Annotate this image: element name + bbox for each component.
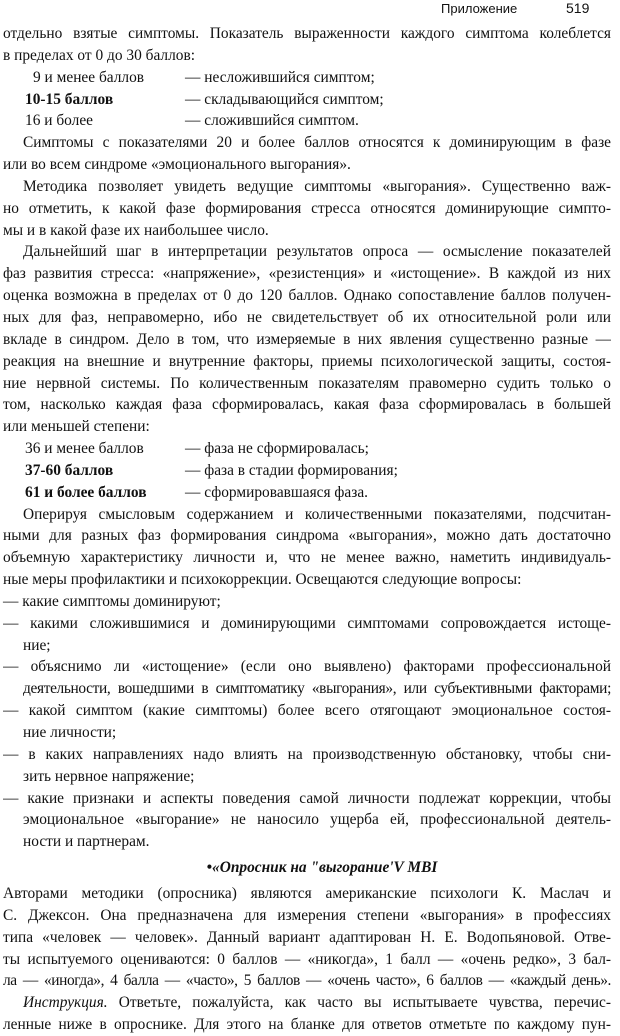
text-line: отдельно взятые симптомы. Показатель выраженности каждого симптома колеблется [3,25,611,42]
list-item: — в каких направлениях надо влиять на производственную обстановку, чтобы сни- [3,745,611,763]
text-line: Дальнейший шаг в интерпретации результатов опроса — осмысление показателей [23,243,611,261]
text-line: объемную характеристику личности и, что не менее важно, наметить индивидуаль- [3,549,611,567]
page-number: 519 [566,0,590,16]
scale-score: 37-60 баллов [25,461,114,479]
text-line: Оперируя смысловым содержанием и количественными показателями, подсчитан- [23,505,611,523]
text-line: ние нервной системы. По количественным показателям правомерно судить только о [3,374,611,392]
scale-row [3,110,611,132]
text-line: Авторами методики (опросника) являются американские психологи К. Маслач и [3,885,611,903]
list-item-continuation: ние; [23,636,51,654]
scale-label: — складывающийся симптом; [185,90,384,108]
instruction-label: Инструкция. [23,994,108,1012]
text-line: ными для разных фаз формирования синдрома «выгорания», можно дать достаточно [3,527,611,545]
text-line: типа «человек — человек». Данный вариант адаптирован Н. Е. Водопьяновой. Отве- [3,928,611,946]
text-line: реакция на внешние и внутренние факторы, приемы психологической защиты, состоя- [3,352,611,370]
list-item: — какой симптом (какие симптомы) более всего отягощают эмоциональное состоя- [3,702,611,720]
scale-row [3,438,611,460]
scale-row [3,482,611,504]
scale-row [3,89,611,111]
scale-score: 9 и менее баллов [33,68,145,86]
list-item: — какие признаки и аспекты поведения самой личности подлежат коррекции, чтобы [3,789,611,807]
scale-row [3,460,611,482]
scale-label: — сформировавшаяся фаза. [185,483,368,501]
text-line [3,992,611,1014]
section-heading: •«Опросник на "выгорание'V MBI [206,859,438,877]
scale-score: 10-15 баллов [25,90,114,108]
running-title: Приложение [441,1,518,16]
scale-row [3,67,611,89]
text-line: ные меры профилактики и психокоррекции. Освещаются следующие вопросы: [3,571,522,589]
text-line: или меньшей степени: [3,418,150,436]
list-item-continuation: ние личности; [23,724,117,741]
text-line: Методика позволяет увидеть ведущие симптомы «выгорания». Существенно важ- [23,177,611,195]
page-body [3,23,611,1036]
list-item-continuation: деятельности, вошедшими в симптоматику «выгорания», или субъективными факторами; [23,680,611,698]
instruction-text: Ответьте, пожалуйста, как часто вы испытываете чувства, перечис- [107,994,611,1012]
text-line: ных для фаз, неправомерно, ибо не свидетельствует об их относительной роли или [3,308,611,326]
text-line: вкладе в синдром. Дело в том, что измеряемые в них явления существенно разные — [3,330,611,348]
list-item-continuation: эмоциональное «выгорание» не наносило ущерба ей, профессиональной деятель- [23,811,611,829]
text-line: С. Джексон. Она предназначена для измерения степени «выгорания» в профессиях [3,906,611,924]
scale-label: — фаза в стадии формирования; [185,461,398,479]
text-line: фаз развития стресса: «напряжение», «резистенция» и «истощение». В каждой из них [3,265,611,283]
scale-label: — сложившийся симптом. [185,112,359,130]
scale-label: — несложившийся симптом; [185,68,375,86]
page-header [0,0,620,22]
text-line: но отметить, к какой фазе формирования стресса относятся доминирующие симпто- [3,199,611,217]
text-line: оценка возможна в пределах от 0 до 120 баллов. Однако сопоставление баллов получен- [3,287,611,305]
list-item-continuation: ности и партнерам. [23,833,150,851]
text-line: или во всем синдроме «эмоционального выгорания». [3,156,351,174]
text-line: ла — «иногда», 4 балла — «часто», 5 баллов — «очень часто», 6 баллов — «каждый день». [3,972,611,990]
text-line: ленные ниже в опроснике. Для этого на бланке для ответов отметьте по каждому пун- [3,1016,611,1034]
text-line: ты испытуемого оцениваются: 0 баллов — «никогда», 1 балл — «очень редко», 3 бал- [3,950,611,968]
list-item: — какие симптомы доминируют; [3,592,221,610]
list-item-continuation: зить нервное напряжение; [23,767,195,785]
scale-score: 61 и более баллов [25,483,147,501]
text-line: мы и в какой фазе их наибольшее число. [3,221,269,239]
scale-score: 16 и более [25,112,93,130]
list-item: — объяснимо ли «истощение» (если оно выявлено) факторами профессиональной [3,658,611,676]
text-line: Симптомы с показателями 20 и более баллов относятся к доминирующим в фазе [23,134,611,152]
scale-score: 36 и менее баллов [25,440,144,458]
text-line: в пределах от 0 до 30 баллов: [3,46,196,64]
text-line: том, насколько каждая фаза сформировалась, какая фаза сформировалась в большей [3,396,611,414]
list-item: — какими сложившимися и доминирующими симптомами сопровождается истоще- [3,614,611,632]
scale-label: — фаза не сформировалась; [185,440,369,458]
